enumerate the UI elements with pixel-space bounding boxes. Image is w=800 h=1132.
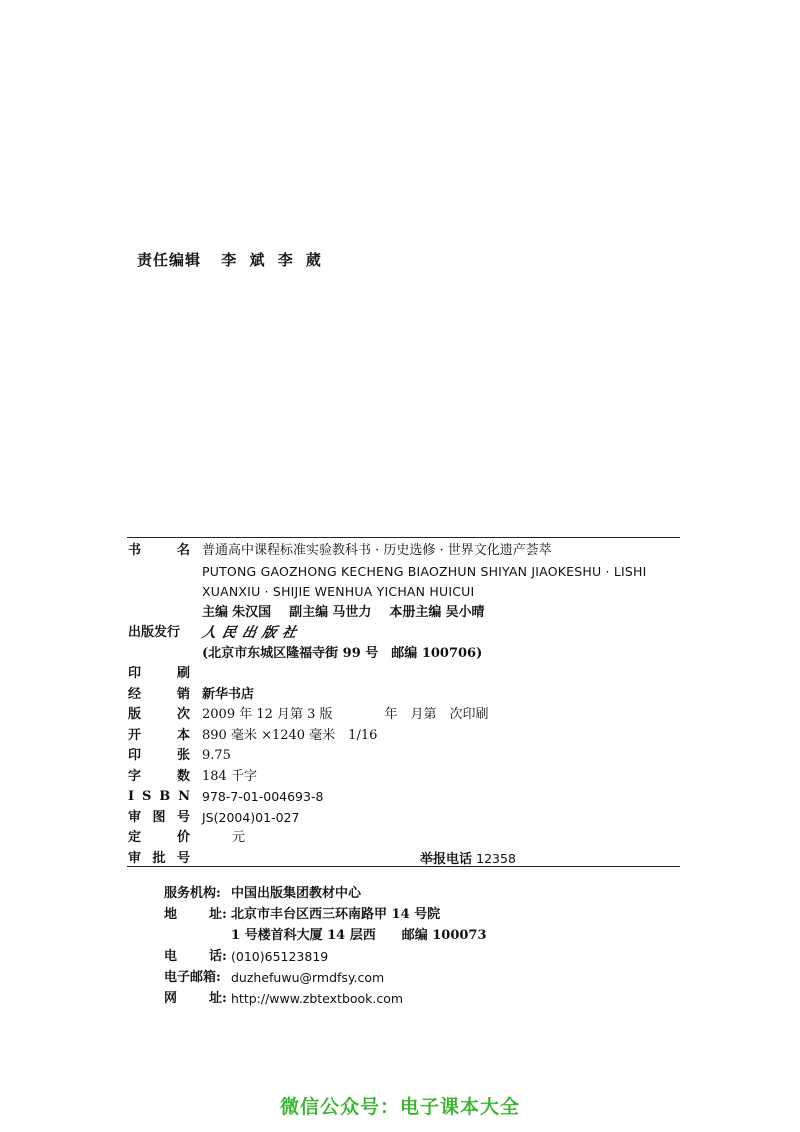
editors-row: 主编 朱汉国 副主编 马世力 本册主编 吴小晴: [202, 604, 485, 620]
top-rule: [127, 537, 680, 538]
book-title-en-1: PUTONG GAOZHONG KECHENG BIAOZHUN SHIYAN JIAOKESHU · LISHI: [202, 563, 647, 579]
publisher-row: 出版发行 人民出版社: [128, 623, 680, 644]
book-title-row: 书 名 普通高中课程标准实验教科书 · 历史选修 · 世界文化遗产荟萃: [128, 541, 680, 562]
wechat-watermark: 微信公众号：电子课本大全: [279, 1096, 520, 1118]
format-row: 开 本 890 毫米 ×1240 毫米 1/16: [128, 727, 378, 743]
printing-row: 印 刷: [128, 666, 190, 681]
distribution-row: 经 销 新华书店: [128, 686, 255, 702]
sheets-row: 印 张 9.75: [128, 748, 231, 763]
isbn-row: I S B N 978-7-01-004693-8: [128, 789, 324, 804]
book-title-en-2: XUANXIU · SHIJIE WENHUA YICHAN HUICUI: [202, 584, 475, 599]
responsible-editor: [137, 249, 325, 270]
edition-row: 版 次 2009 年 12 月第 3 版 年 月第 次印刷: [128, 707, 489, 722]
publisher-address: (北京市东城区隆福寺街 99 号 邮编 100706): [202, 645, 483, 661]
cip-block: [128, 541, 680, 869]
editor-names: 李 斌 李 葳: [221, 251, 325, 269]
bottom-rule: [127, 866, 680, 867]
map-approval-row: 审 图 号 JS(2004)01-027: [128, 809, 300, 825]
website-link[interactable]: http://www.zbtextbook.com: [231, 991, 404, 1006]
approval-row: 审 批 号 举报电话 12358: [128, 849, 680, 870]
report-hotline: 举报电话 12358: [420, 850, 516, 867]
editor-label: 责任编辑: [137, 251, 202, 269]
book-title-cn: 普通高中课程标准实验教科书 · 历史选修 · 世界文化遗产荟萃: [202, 543, 552, 558]
price-row: 定 价 元: [128, 830, 246, 845]
word-count-row: 字 数 184 千字: [128, 768, 257, 784]
publisher-logo: 人民出版社: [200, 625, 304, 641]
